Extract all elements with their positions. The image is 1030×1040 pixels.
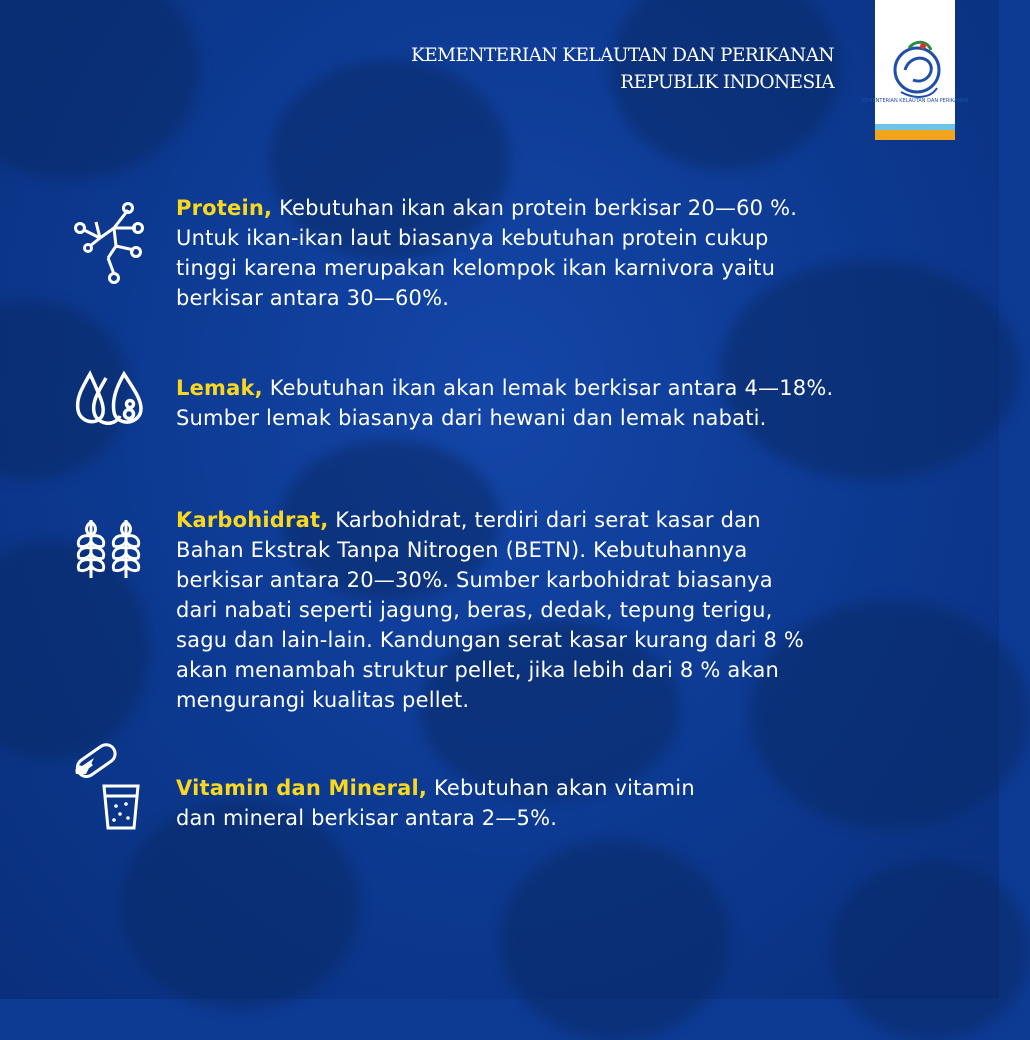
molecule-icon: [70, 198, 146, 284]
vitamin-mineral-line: Kebutuhan akan vitamin: [427, 776, 695, 800]
svg-text:KEMENTERIAN KELAUTAN DAN PERIK: KEMENTERIAN KELAUTAN DAN PERIKANAN: [861, 98, 969, 104]
protein-section: [176, 193, 797, 313]
karbohidrat-line: Bahan Ekstrak Tanpa Nitrogen (BETN). Kebutuhannya: [176, 538, 748, 562]
ministry-name: KEMENTERIAN KELAUTAN DAN PERIKANAN: [410, 45, 834, 66]
vitamin-mineral-section: [176, 773, 695, 833]
oil-drops-icon: [74, 370, 146, 430]
karbohidrat-line: mengurangi kualitas pellet.: [176, 688, 470, 712]
wheat-icon: [73, 512, 145, 580]
lemak-section: [176, 373, 833, 433]
karbohidrat-line: berkisar antara 20—30%. Sumber karbohidrat biasanya: [176, 568, 773, 592]
ministry-logo: [861, 0, 969, 140]
protein-line: Untuk ikan-ikan laut biasanya kebutuhan protein cukup: [176, 226, 769, 250]
capsule-glass-icon: [70, 740, 150, 832]
protein-line: Kebutuhan ikan akan protein berkisar 20—60 %.: [272, 196, 798, 220]
ministry-header: [411, 42, 834, 96]
karbohidrat-section: [176, 505, 804, 715]
vitamin-mineral-line: dan mineral berkisar antara 2—5%.: [176, 806, 558, 830]
kkp-logo-icon: [861, 0, 969, 125]
karbohidrat-line: dari nabati seperti jagung, beras, dedak, tepung terigu,: [176, 598, 773, 622]
karbohidrat-title: Karbohidrat,: [176, 508, 329, 532]
country-name: REPUBLIK INDONESIA: [620, 72, 834, 93]
protein-line: berkisar antara 30—60%.: [176, 286, 450, 310]
karbohidrat-line: Karbohidrat, terdiri dari serat kasar dan: [328, 508, 761, 532]
karbohidrat-line: akan menambah struktur pellet, jika lebih dari 8 % akan: [176, 658, 780, 682]
protein-line: tinggi karena merupakan kelompok ikan karnivora yaitu: [176, 256, 776, 280]
protein-title: Protein,: [176, 196, 273, 220]
lemak-line: Sumber lemak biasanya dari hewani dan lemak nabati.: [176, 406, 767, 430]
lemak-line: Kebutuhan ikan akan lemak berkisar antara 4—18%.: [262, 376, 834, 400]
vitamin-mineral-title: Vitamin dan Mineral,: [176, 776, 428, 800]
lemak-title: Lemak,: [176, 376, 263, 400]
karbohidrat-line: sagu dan lain-lain. Kandungan serat kasar kurang dari 8 %: [176, 628, 805, 652]
